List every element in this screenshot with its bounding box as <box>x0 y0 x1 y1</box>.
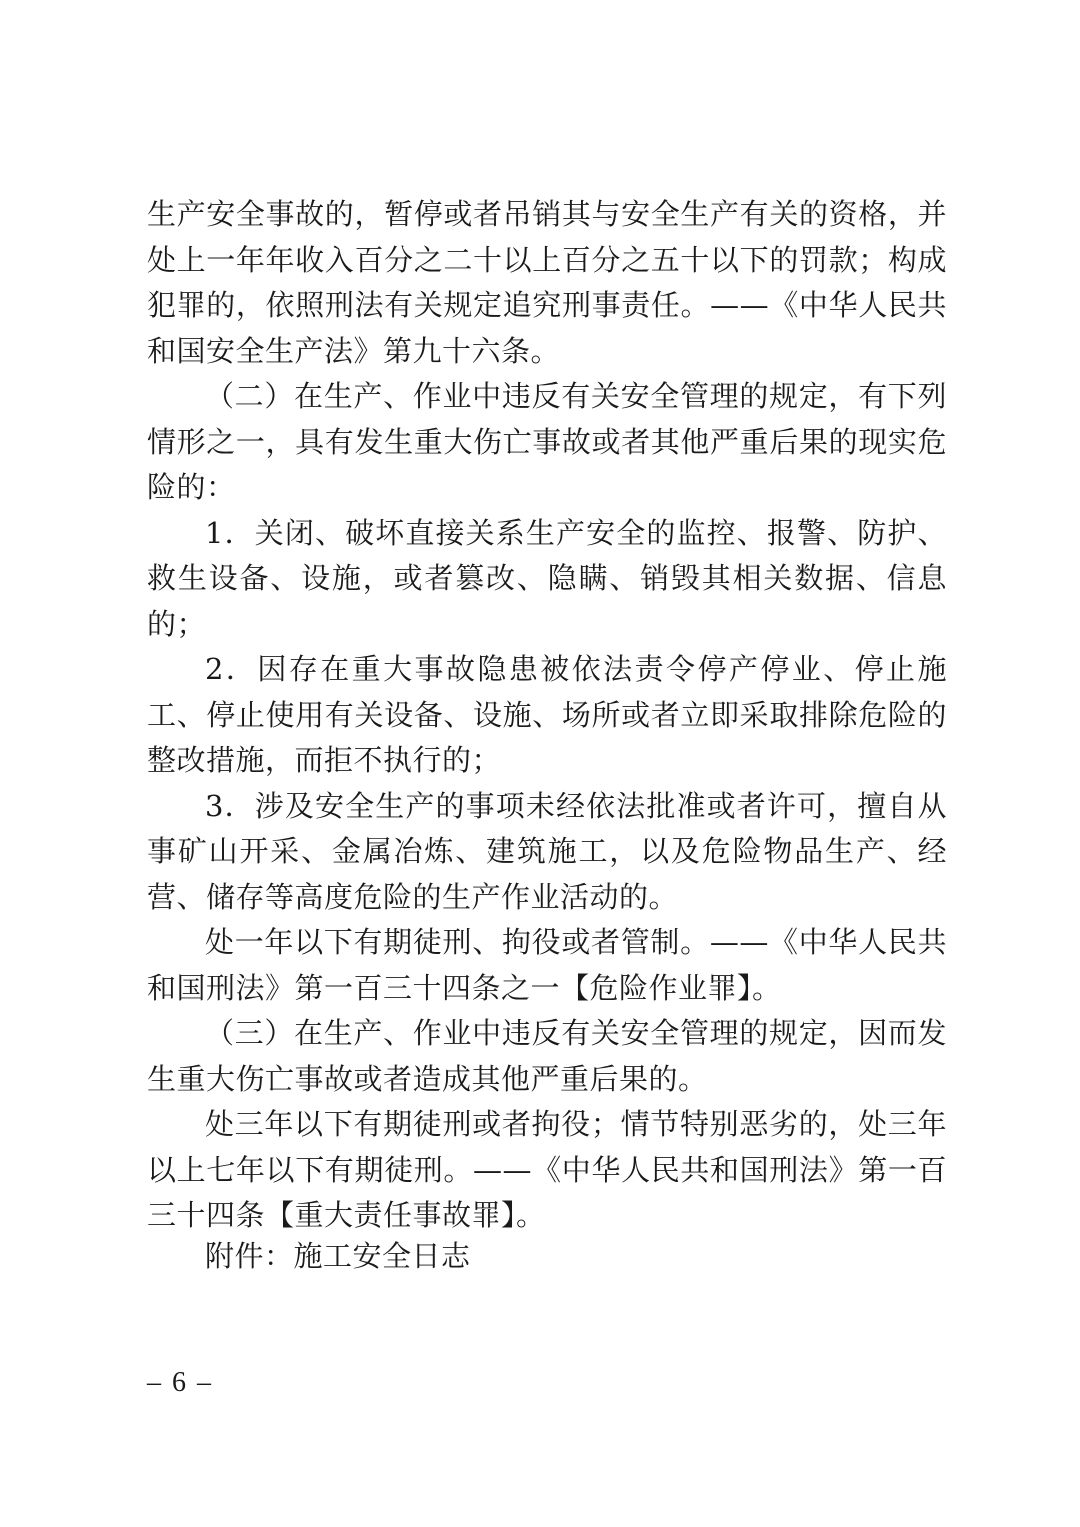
paragraph-6: 处一年以下有期徒刑、拘役或者管制。——《中华人民共和国刑法》第一百三十四条之一【危险作业罪】。 <box>147 925 947 1005</box>
paragraph-8: 处三年以下有期徒刑或者拘役；情节特别恶劣的，处三年以上七年以下有期徒刑。——《中华人民共和国刑法》第一百三十四条【重大责任事故罪】。 <box>147 1107 947 1232</box>
paragraph-5: 3．涉及安全生产的事项未经依法批准或者许可，擅自从事矿山开采、金属冶炼、建筑施工，以及危险物品生产、经营、储存等高度危险的生产作业活动的。 <box>147 788 947 914</box>
page-number: – 6 – <box>147 1367 213 1398</box>
paragraph-7: （三）在生产、作业中违反有关安全管理的规定，因而发生重大伤亡事故或者造成其他严重后果的。 <box>147 1016 947 1096</box>
paragraph-4: 2．因存在重大事故隐患被依法责令停产停业、停止施工、停止使用有关设备、设施、场所或者立即采取排除危险的整改措施，而拒不执行的； <box>147 652 947 777</box>
paragraph-2: （二）在生产、作业中违反有关安全管理的规定，有下列情形之一，具有发生重大伤亡事故或者其他严重后果的现实危险的： <box>147 379 947 504</box>
paragraph-1: 生产安全事故的，暂停或者吊销其与安全生产有关的资格，并处上一年年收入百分之二十以上百分之五十以下的罚款；构成犯罪的，依照刑法有关规定追究刑事责任。——《中华人民共和国安全生产法》第九十六条。 <box>147 197 947 368</box>
paragraph-3: 1．关闭、破坏直接关系生产安全的监控、报警、防护、救生设备、设施，或者篡改、隐瞒、销毁其相关数据、信息的； <box>147 515 947 641</box>
attachment-line: 附件：施工安全日志 <box>205 1239 471 1273</box>
document-body <box>147 192 947 1239</box>
